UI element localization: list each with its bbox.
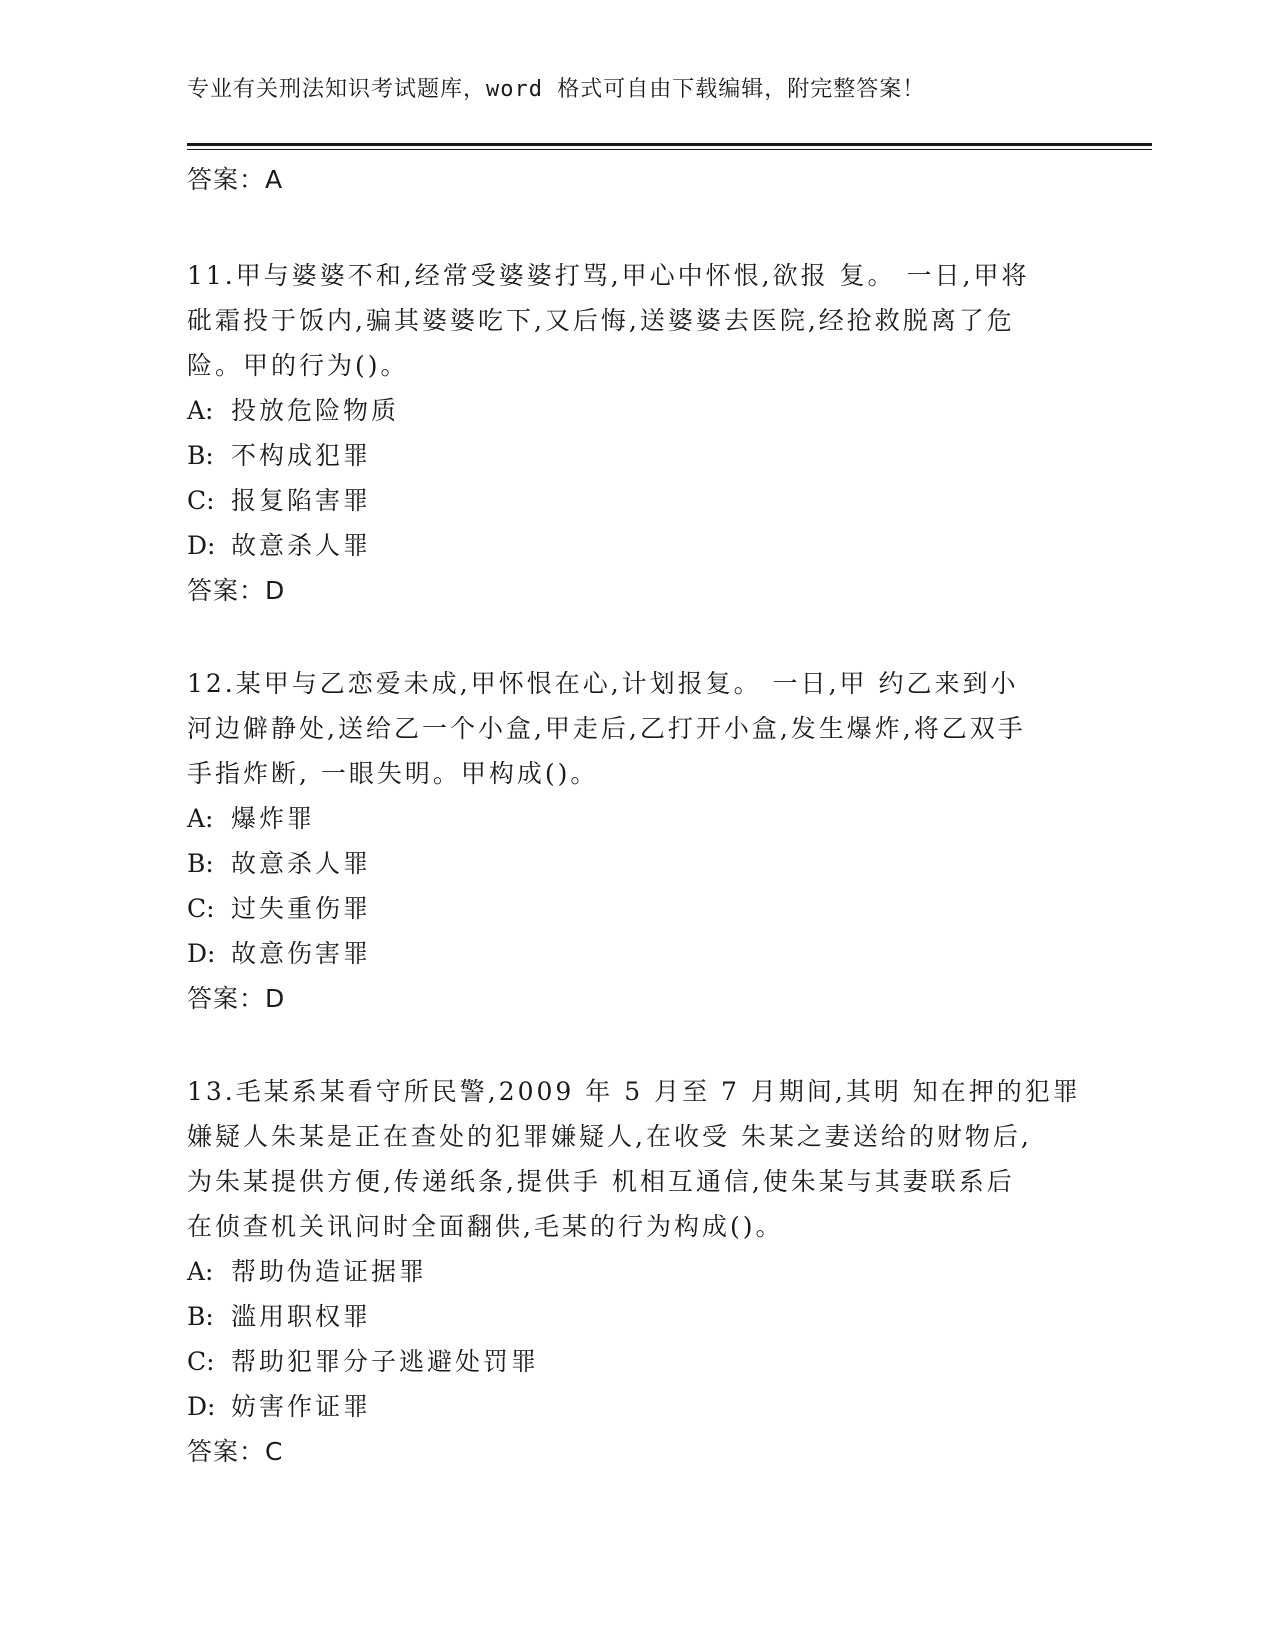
option-letter: D:	[187, 531, 216, 560]
option-letter: B:	[187, 849, 214, 878]
option-letter: A:	[187, 396, 214, 425]
question-text	[187, 1069, 1087, 1249]
question-list	[187, 155, 1087, 1474]
option-letter: A:	[187, 1257, 214, 1286]
question-line: 为朱某提供方便,传递纸条,提供手 机相互通信,使朱某与其妻联系后	[187, 1167, 1015, 1196]
question-text	[187, 661, 1087, 796]
option-d	[187, 1384, 1087, 1429]
option-a	[187, 796, 1087, 841]
answer-label: 答案：C	[187, 1437, 284, 1466]
option-text: 帮助犯罪分子逃避处罚罪	[231, 1347, 540, 1376]
option-c	[187, 1339, 1087, 1384]
option-text: 不构成犯罪	[231, 441, 372, 470]
question-line: 砒霜投于饭内,骗其婆婆吃下,又后悔,送婆婆去医院,经抢救脱离了危	[187, 306, 1015, 335]
option-letter: C:	[187, 1347, 215, 1376]
question-line: 嫌疑人朱某是正在查处的犯罪嫌疑人,在收受 朱某之妻送给的财物后,	[187, 1122, 1032, 1151]
option-b	[187, 433, 1087, 478]
option-letter: C:	[187, 894, 215, 923]
option-letter: B:	[187, 1302, 214, 1331]
question-line: 在侦查机关讯问时全面翻供,毛某的行为构成()。	[187, 1212, 784, 1241]
option-text: 故意杀人罪	[231, 849, 372, 878]
question-line: 河边僻静处,送给乙一个小盒,甲走后,乙打开小盒,发生爆炸,将乙双手	[187, 714, 1026, 743]
question-11	[187, 253, 1087, 613]
header-rule-thin	[187, 149, 1152, 150]
option-c	[187, 478, 1087, 523]
question-text	[187, 253, 1087, 388]
question-13	[187, 1069, 1087, 1474]
option-letter: A:	[187, 804, 214, 833]
question-line: 手指炸断, 一眼失明。甲构成()。	[187, 759, 599, 788]
option-letter: D:	[187, 939, 216, 968]
option-text: 过失重伤罪	[231, 894, 372, 923]
option-text: 故意伤害罪	[231, 939, 372, 968]
option-b	[187, 1294, 1087, 1339]
option-text: 帮助伪造证据罪	[231, 1257, 428, 1286]
option-text: 滥用职权罪	[231, 1302, 372, 1331]
question-line: 11.甲与婆婆不和,经常受婆婆打骂,甲心中怀恨,欲报 复。 一日,甲将	[187, 261, 1030, 290]
answer-label: 答案：D	[187, 984, 286, 1013]
option-text: 报复陷害罪	[231, 486, 372, 515]
option-letter: D:	[187, 1392, 216, 1421]
option-text: 妨害作证罪	[231, 1392, 372, 1421]
question-line: 13.毛某系某看守所民警,2009 年 5 月至 7 月期间,其明 知在押的犯罪	[187, 1077, 1081, 1106]
option-letter: C:	[187, 486, 215, 515]
question-line: 12.某甲与乙恋爱未成,甲怀恨在心,计划报复。 一日,甲 约乙来到小	[187, 669, 1019, 698]
option-a	[187, 1249, 1087, 1294]
question-line: 险。甲的行为()。	[187, 351, 409, 380]
page-header: 专业有关刑法知识考试题库，word 格式可自由下载编辑，附完整答案！	[187, 77, 926, 102]
header-rule-thick	[187, 143, 1152, 146]
option-b	[187, 841, 1087, 886]
answer-label: 答案：D	[187, 576, 286, 605]
option-letter: B:	[187, 441, 214, 470]
option-text: 爆炸罪	[231, 804, 316, 833]
previous-answer: 答案：A	[187, 165, 284, 194]
option-text: 投放危险物质	[231, 396, 400, 425]
option-d	[187, 931, 1087, 976]
option-a	[187, 388, 1087, 433]
option-text: 故意杀人罪	[231, 531, 372, 560]
option-c	[187, 886, 1087, 931]
question-12	[187, 661, 1087, 1021]
option-d	[187, 523, 1087, 568]
